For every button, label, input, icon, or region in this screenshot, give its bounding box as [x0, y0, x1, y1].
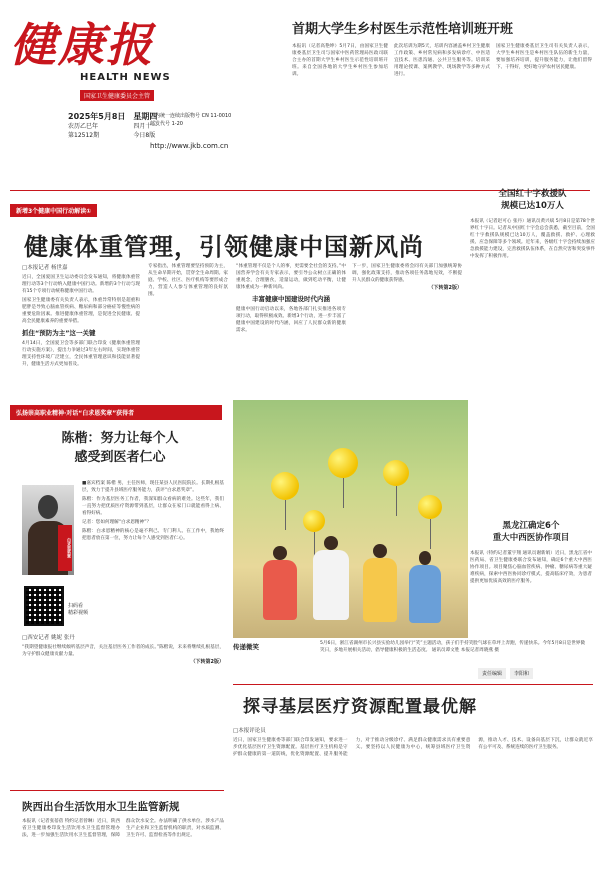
- portrait-photo: [22, 485, 74, 575]
- qr-label-2: 精彩视频: [68, 610, 89, 616]
- feature-p1: 陈楷：作为基层医务工作者，我深知群众看病的难处。这些年，我们一直努力把优质医疗资源带到基层，让群众在家门口就能看得上病、看得好病。: [82, 497, 224, 516]
- main-article-col-2: [148, 263, 228, 399]
- feature-p2: 记者：您如何理解“白求恩精神”？: [82, 520, 152, 525]
- qr-label-1: 扫码看: [68, 603, 84, 609]
- side-news-byline: 本报讯（记者赵可心 张丹）: [470, 219, 527, 224]
- photo-caption-text: 5月6日，浙江省湖州市长兴县实验幼儿园举行“笑”主题活动，孩子们手持笑脸气球在草坪上奔跑，传递快乐。今年5月8日是世界微笑日，多地开展相关活动，倡导健康积极的生活态度。: [320, 641, 585, 653]
- photo-credit: 通讯员谭文胜 本报记者周晓燕 摄: [431, 648, 499, 653]
- main-article-continue[interactable]: （下转第2版）: [428, 285, 462, 291]
- main-article-col-3: [236, 263, 346, 399]
- top-story-text-2: 此次培训为期5天，培训内容涵盖乡村卫生健康工作政策、乡村常见病和多发病诊疗、中医适宜技术、医患沟通、公共卫生服务等。培训采用理论授课、案例教学、现场教学等多种方式进行。: [394, 44, 490, 77]
- feature-title-2: 感受到医者仁心: [74, 450, 166, 465]
- top-story-text-3: 国家卫生健康委基层卫生司有关负责人表示，大学生乡村医生是乡村医生队伍的新生力量，要加强培养培训，提升服务能力，让他们留得下、干得好，更好地守护农村居民健康。: [496, 44, 592, 70]
- main-article-p3: 专家指出，体重管理要坚持预防为主，从生命早期开始，贯穿全生命周期。家庭、学校、社区、医疗机构等要形成合力，营造人人参与体重管理的良好氛围。: [148, 264, 228, 297]
- smiley-balloon-icon: [418, 495, 442, 519]
- feature-title-1: 陈楷：努力让每个人: [61, 431, 179, 446]
- feature-p4: “我期望健康报社继续倾听基层声音，关注基层医务工作者的成长。”陈楷说，未来将继续扎根基层，为守护群众健康贡献力量。: [22, 645, 224, 657]
- main-article-byline: □本报记者 杨世嘉: [22, 265, 68, 271]
- tcm-news-byline: 本报讯（特约记者董宇翔 通讯员谢新娟）: [470, 551, 555, 556]
- weekday: 星期四: [133, 112, 158, 121]
- divider: [10, 790, 224, 791]
- bottom-story-body: [233, 726, 593, 876]
- feature-title: [40, 429, 200, 467]
- main-article-col-4: [352, 263, 462, 399]
- issue-info: [68, 112, 157, 140]
- tcm-news-title-1: 黑龙江确定6个: [502, 521, 560, 531]
- top-story-title: 首期大学生乡村医生示范性培训班开班: [292, 22, 514, 37]
- lunar-year: 农历乙巳年: [68, 123, 99, 130]
- divider: [233, 684, 593, 685]
- water-news-body: [22, 818, 224, 878]
- feature-banner: 弘扬崇高职业精神·对话“白求恩奖章”获得者: [10, 405, 222, 420]
- section-tag: 新增3个健康中国行动解读①: [10, 204, 97, 217]
- main-article-p2: 4月14日，全国爱卫会等多部门联合印发《健康体重管理行动实施方案》，提出力争通过3年左右时间，实现体重管理支持性环境广泛建立，全民体重管理意识和技能显著提升，健康生活方式更加普及。: [22, 341, 140, 367]
- main-article-p5: 健康中国行动启动以来，各地各部门扎实推进各项专项行动，取得积极成效。新增3个行动，进一步丰富了健康中国建设的时代内涵，回应了人民群众新的健康需求。: [236, 307, 346, 333]
- kids-balloon-photo: [233, 400, 468, 638]
- masthead: [10, 18, 270, 182]
- main-article-p4: “体重管理不仅是个人的事，更需要全社会的支持。”中国营养学会有关专家表示，要引导公众树立正确的体重观念，合理膳食，适量运动，做到吃动平衡，让健康体重成为一种新风尚。: [236, 264, 346, 290]
- water-news-text: 近日，陕西省卫生健康委印发生活饮用水卫生监督管理办法，进一步加强生活饮用水卫生监督管理，保障群众饮水安全。办法明确了供水单位、涉水产品生产企业和卫生监督机构的职责，对水质监测、卫生许可、监督检查等作出规定。: [22, 819, 224, 838]
- issue-date: 2025年5月8日: [68, 112, 126, 121]
- main-article-col-1: [22, 263, 140, 403]
- photo-caption-title: 传递微笑: [233, 643, 259, 651]
- issue-number: 第12512期: [68, 132, 100, 139]
- editor-name: 李阳和: [510, 668, 533, 679]
- side-news-title-2: 规模已达10万人: [501, 201, 564, 211]
- child-figure: [363, 558, 397, 622]
- feature-continue[interactable]: （下转第2版）: [190, 659, 224, 665]
- logo-english: HEALTH NEWS: [80, 72, 171, 83]
- top-story-text-1: 本报讯（记者高艳坤）5月7日，由国家卫生健康委基层卫生司与国家中医药管理局医政司联合主办的首期大学生乡村医生示范性培训班开班。来自全国各地的大学生乡村医生参加培训。: [292, 44, 388, 77]
- qr-label: [68, 603, 88, 617]
- postal-code: 邮发代号 1-20: [150, 121, 183, 127]
- bottom-headline: 探寻基层医疗资源配置最优解: [243, 697, 477, 717]
- main-article-p1: 国家卫生健康委有关负责人表示，体重异常特别是超重和肥胖是导致心脑血管疾病、糖尿病和部分癌症等慢性病的重要危险因素。推进健康体重管理，是促进全民健康、提高全民健康素养的重要举措。: [22, 298, 140, 324]
- website-link[interactable]: http://www.jkb.com.cn: [150, 142, 229, 150]
- smiley-balloon-icon: [303, 510, 325, 532]
- editor-label: 责任编辑: [478, 668, 506, 679]
- tcm-collab-news: [470, 520, 592, 670]
- main-headline: 健康体重管理，引领健康中国新风尚: [24, 233, 424, 261]
- feature-text-upper: [82, 480, 224, 590]
- sponsor-label: 国家卫生健康委员会主管: [80, 90, 154, 101]
- page-count: 今日8版: [133, 132, 156, 139]
- portrait-head: [38, 495, 58, 519]
- feature-intro: ■嘉宾档案 陈楷 男，主任医师，现任某县人民医院院长。长期扎根基层，致力于提升县域医疗服务能力，获评“白求恩奖章”。: [82, 481, 224, 493]
- publication-codes: [150, 112, 231, 128]
- main-article-p6: 下一步，国家卫生健康委将会同有关部门加强统筹协调，强化政策支持，推动各项任务落地见效，不断提升人民群众的健康获得感。: [352, 264, 462, 283]
- main-article-subhead: 抓住“预防为主”这一关键: [22, 329, 96, 337]
- smiley-balloon-icon: [271, 472, 299, 500]
- main-article-lead: 近日，全国爱国卫生运动委员会发布通知，将健康体重管理行动等3个行动纳入健康中国行动。新增的3个行动与现有15个专项行动统称健康中国行动。: [22, 275, 140, 294]
- bottom-story-byline: □本报评论员: [233, 728, 266, 734]
- tcm-news-title-2: 重大中西医协作项目: [492, 533, 570, 543]
- side-news-redcross: [470, 188, 595, 518]
- water-news-title: 陕西出台生活饮用水卫生监管新规: [22, 801, 180, 813]
- cn-number: 国内统一连续出版物号 CN 11-0010: [150, 113, 232, 119]
- tcm-news-text: 近日，黑龙江省中医药局、省卫生健康委联合发布通知，确定6个重大中西医协作项目。项目聚焦心脑血管疾病、肿瘤、糖尿病等重大疑难疾病，探索中西医协同诊疗模式，提高临床疗效，为患者提供更加优质高效的医疗服务。: [470, 551, 592, 584]
- editor-credit: [478, 668, 588, 679]
- side-news-title-1: 全国红十字救援队: [498, 189, 567, 199]
- top-story: [292, 18, 592, 203]
- qr-code-icon[interactable]: [24, 586, 64, 626]
- feature-text-lower: [22, 633, 224, 773]
- water-news-byline: 本报讯（记者张蓓蓓 特约记者曾琳）: [22, 819, 97, 824]
- feature-credit: □西安记者 姚妮 张丹: [22, 635, 75, 641]
- lunar-day: 四月十一: [133, 123, 158, 130]
- newspaper-logo: 健康报: [10, 18, 154, 72]
- smiley-balloon-icon: [383, 460, 409, 486]
- feature-p3: 陈楷：白求恩精神的核心是毫不利己、专门利人。在工作中，我始终把患者放在第一位，努力让每个人感受到医者仁心。: [82, 529, 224, 541]
- side-news-text: 通讯员黄兴斌 5月8日是第78个世界红十字日。记者从中国红十字会总会获悉，截至目前，全国红十字救援队规模已达10万人，覆盖救援、救护、心理救援、应急保障等多个领域。近年来，各级红十字会持续加强应急救援能力建设，完善救援队伍体系，在自然灾害和突发事件中发挥了积极作用。: [470, 219, 595, 259]
- bottom-story-text: 近日，国家卫生健康委等部门联合印发通知，要求进一步优化基层医疗卫生资源配置。基层医疗卫生机构是守护群众健康的第一道防线，优化资源配置、提升服务能力，对于推动分级诊疗、满足群众健康需求具有重要意义。要坚持以人民健康为中心，统筹县域医疗卫生资源，推动人才、技术、设备向基层下沉，让群众就近享有公平可及、系统连续的医疗卫生服务。: [233, 738, 593, 757]
- main-article-subhead-2: 丰富健康中国建设时代内涵: [252, 295, 330, 303]
- award-badge: 白求恩奖章: [58, 525, 72, 571]
- child-figure: [313, 550, 349, 620]
- smiley-balloon-icon: [328, 448, 358, 478]
- child-figure: [409, 565, 441, 623]
- child-figure: [263, 560, 297, 620]
